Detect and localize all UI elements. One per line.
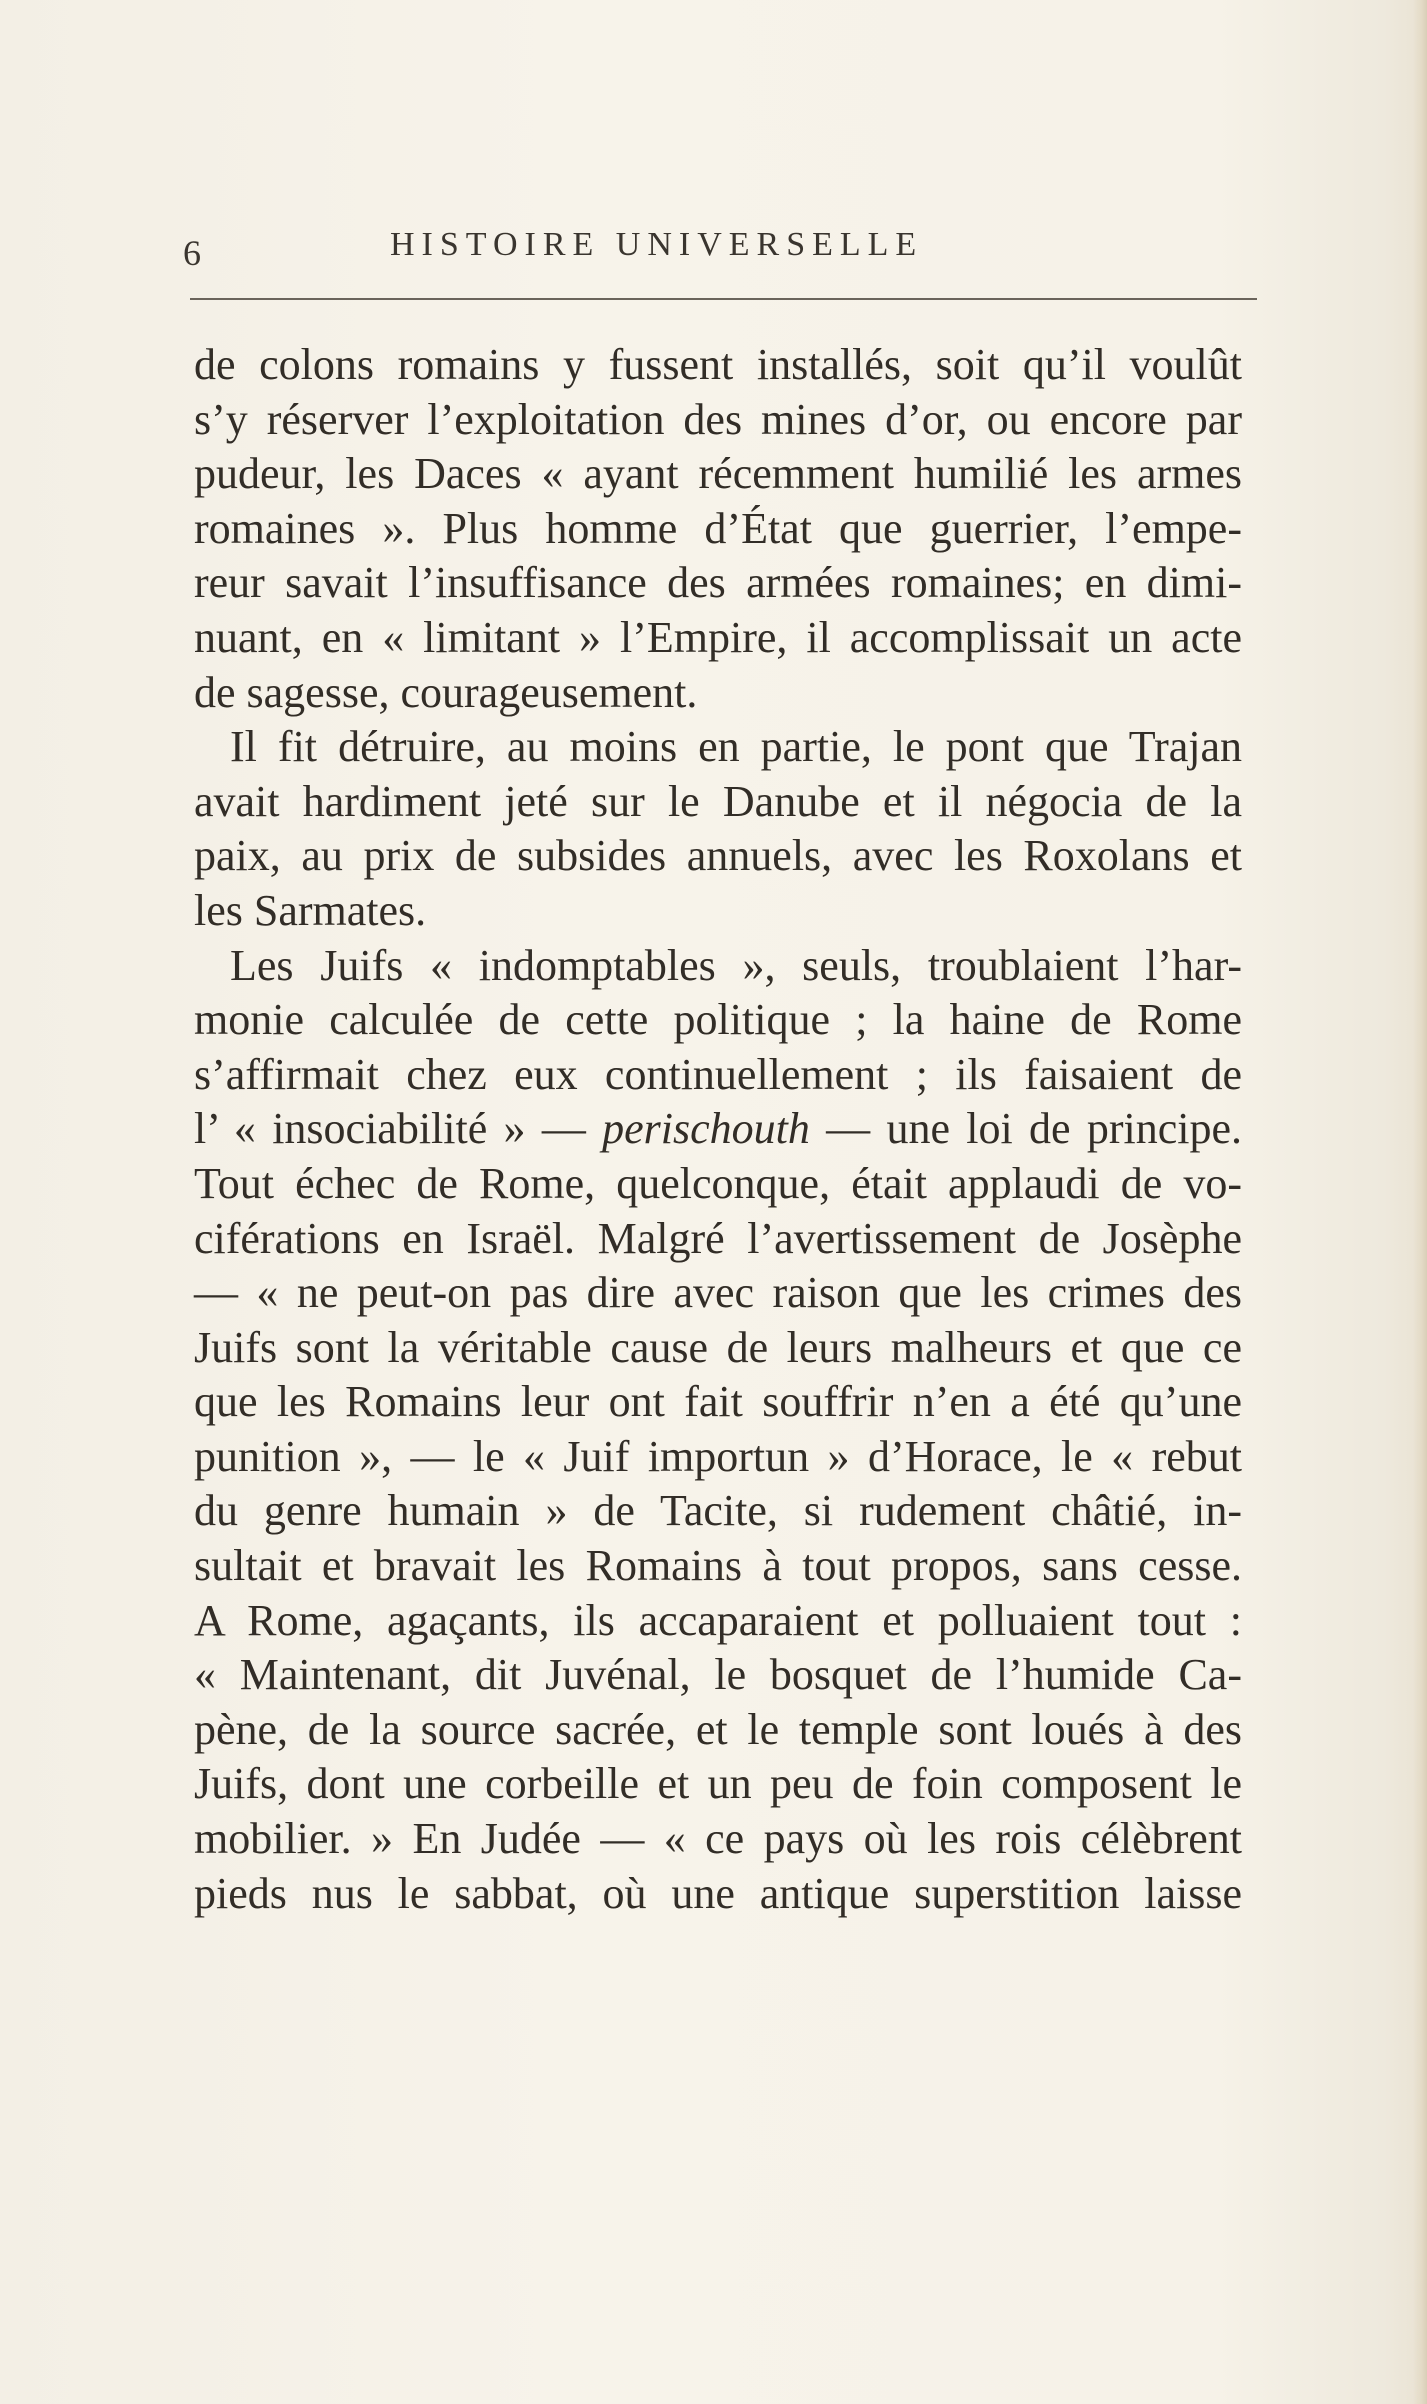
- text-line: s’y réserver l’exploitation des mines d’or, ou encore par: [194, 394, 1242, 444]
- text-line: de sagesse, courageusement.: [194, 667, 698, 717]
- text-line: pieds nus le sabbat, où une antique superstition laisse: [194, 1868, 1242, 1918]
- text-line: avait hardiment jeté sur le Danube et il négocia de la: [194, 776, 1242, 826]
- text-line: sultait et bravait les Romains à tout propos, sans cesse.: [194, 1541, 1242, 1591]
- text-line: Les Juifs « indomptables », seuls, troublaient l’har-: [230, 940, 1242, 990]
- text-line: que les Romains leur ont fait souffrir n’en a été qu’une: [194, 1377, 1242, 1427]
- text-line: mobilier. » En Judée — « ce pays où les rois célèbrent: [194, 1814, 1242, 1864]
- header-rule: [190, 298, 1257, 300]
- text-line: pudeur, les Daces « ayant récemment humilié les armes: [194, 449, 1242, 499]
- text-line: Juifs sont la véritable cause de leurs malheurs et que ce: [194, 1322, 1242, 1372]
- text-line: de colons romains y fussent installés, soit qu’il voulût: [194, 340, 1242, 389]
- text-line: paix, au prix de subsides annuels, avec les Roxolans et: [194, 831, 1242, 881]
- text-line: du genre humain » de Tacite, si rudement châtié, in-: [194, 1486, 1242, 1536]
- text-line: romaines ». Plus homme d’État que guerrier, l’empe-: [194, 503, 1242, 553]
- text-line: s’affirmait chez eux continuellement ; ils faisaient de: [194, 1049, 1242, 1099]
- text-line: punition », — le « Juif importun » d’Horace, le « rebut: [194, 1431, 1242, 1481]
- text-line: [194, 1102, 1242, 1157]
- text-line: ciférations en Israël. Malgré l’avertissement de Josèphe: [194, 1213, 1242, 1263]
- text-line: Tout échec de Rome, quelconque, était applaudi de vo-: [194, 1158, 1242, 1208]
- text-line: monie calculée de cette politique ; la haine de Rome: [194, 995, 1242, 1045]
- page-edge-shadow: [1413, 0, 1427, 2404]
- text-line: nuant, en « limitant » l’Empire, il accomplissait un acte: [194, 612, 1242, 662]
- running-title: HISTOIRE UNIVERSELLE: [390, 226, 924, 263]
- italic-term: perischouth: [602, 1104, 810, 1154]
- text-line: les Sarmates.: [194, 885, 427, 935]
- text-segment: l’ « insociabilité » —: [194, 1104, 603, 1154]
- text-segment: — une loi de principe.: [809, 1104, 1243, 1154]
- page-number: 6: [183, 233, 202, 273]
- body-text: [194, 338, 1242, 1921]
- text-line: Juifs, dont une corbeille et un peu de foin composent le: [194, 1759, 1242, 1809]
- text-line: « Maintenant, dit Juvénal, le bosquet de l’humide Ca-: [194, 1650, 1242, 1700]
- text-line: A Rome, agaçants, ils accaparaient et polluaient tout :: [194, 1595, 1242, 1645]
- text-line: — « ne peut-on pas dire avec raison que les crimes des: [194, 1268, 1242, 1318]
- text-line: reur savait l’insuffisance des armées romaines; en dimi-: [194, 558, 1242, 608]
- text-line: pène, de la source sacrée, et le temple sont loués à des: [194, 1704, 1242, 1754]
- text-line: Il fit détruire, au moins en partie, le pont que Trajan: [230, 722, 1242, 772]
